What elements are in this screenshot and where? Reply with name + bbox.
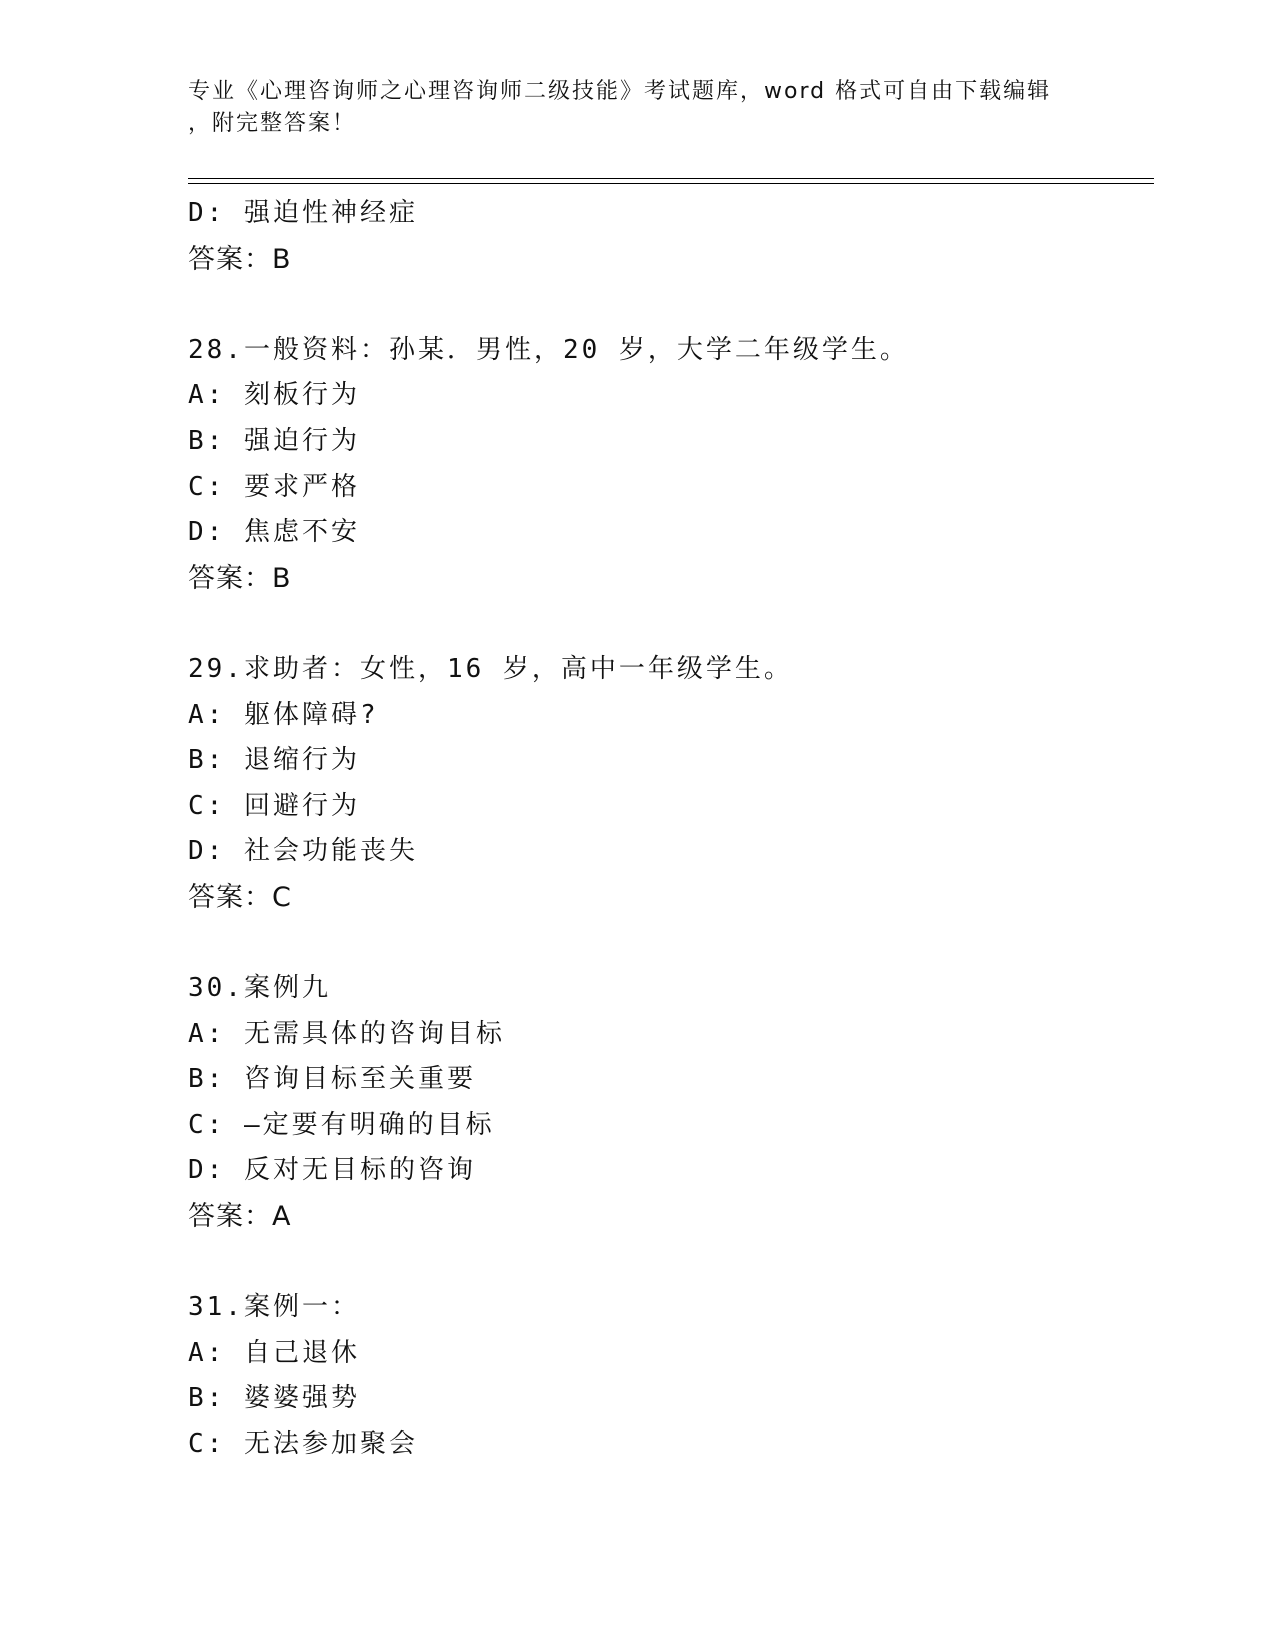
option-a: A: 无需具体的咨询目标 xyxy=(188,1018,505,1049)
option-a: A: 刻板行为 xyxy=(188,380,360,411)
spacer xyxy=(188,921,1148,967)
option-d: D: 社会功能丧失 xyxy=(188,836,418,867)
question-list xyxy=(188,191,1148,1468)
option-d: D: 反对无目标的咨询 xyxy=(188,1155,476,1186)
option-c: C: 无法参加聚会 xyxy=(188,1429,418,1460)
answer-line: 答案：B xyxy=(188,243,292,275)
option-d: D: 焦虑不安 xyxy=(188,517,360,548)
header-line-2: ，附完整答案！ xyxy=(188,111,357,136)
question-28 xyxy=(188,328,1148,602)
spacer xyxy=(188,282,1148,328)
option-c: C: 要求严格 xyxy=(188,471,360,502)
option-a: A: 自己退休 xyxy=(188,1337,360,1368)
question-31 xyxy=(188,1285,1148,1467)
question-title: 29.求助者：女性，16 岁，高中一年级学生。 xyxy=(188,653,793,684)
option-a: A: 躯体障碍? xyxy=(188,699,379,730)
question-title: 31.案例一： xyxy=(188,1292,360,1323)
header-divider-bottom xyxy=(188,183,1154,184)
option-b: B: 退缩行为 xyxy=(188,745,360,776)
question-title: 28.一般资料：孙某．男性，20 岁，大学二年级学生。 xyxy=(188,334,909,365)
option-c: C: 回避行为 xyxy=(188,790,360,821)
answer-line: 答案：A xyxy=(188,1201,292,1233)
option-b: B: 咨询目标至关重要 xyxy=(188,1064,476,1095)
option-c: C: —定要有明确的目标 xyxy=(188,1109,495,1140)
option-d: D: 强迫性神经症 xyxy=(188,198,418,228)
question-title: 30.案例九 xyxy=(188,973,331,1004)
header-line-1: 专业《心理咨询师之心理咨询师二级技能》考试题库，word 格式可自由下载编辑 xyxy=(188,79,1052,104)
header-divider-top xyxy=(188,178,1154,179)
question-29 xyxy=(188,647,1148,921)
document-header xyxy=(188,76,1088,140)
option-b: B: 婆婆强势 xyxy=(188,1383,360,1414)
answer-line: 答案：C xyxy=(188,881,292,913)
answer-line: 答案：B xyxy=(188,562,292,594)
spacer xyxy=(188,1240,1148,1286)
option-b: B: 强迫行为 xyxy=(188,425,360,456)
spacer xyxy=(188,601,1148,647)
question-30 xyxy=(188,966,1148,1240)
